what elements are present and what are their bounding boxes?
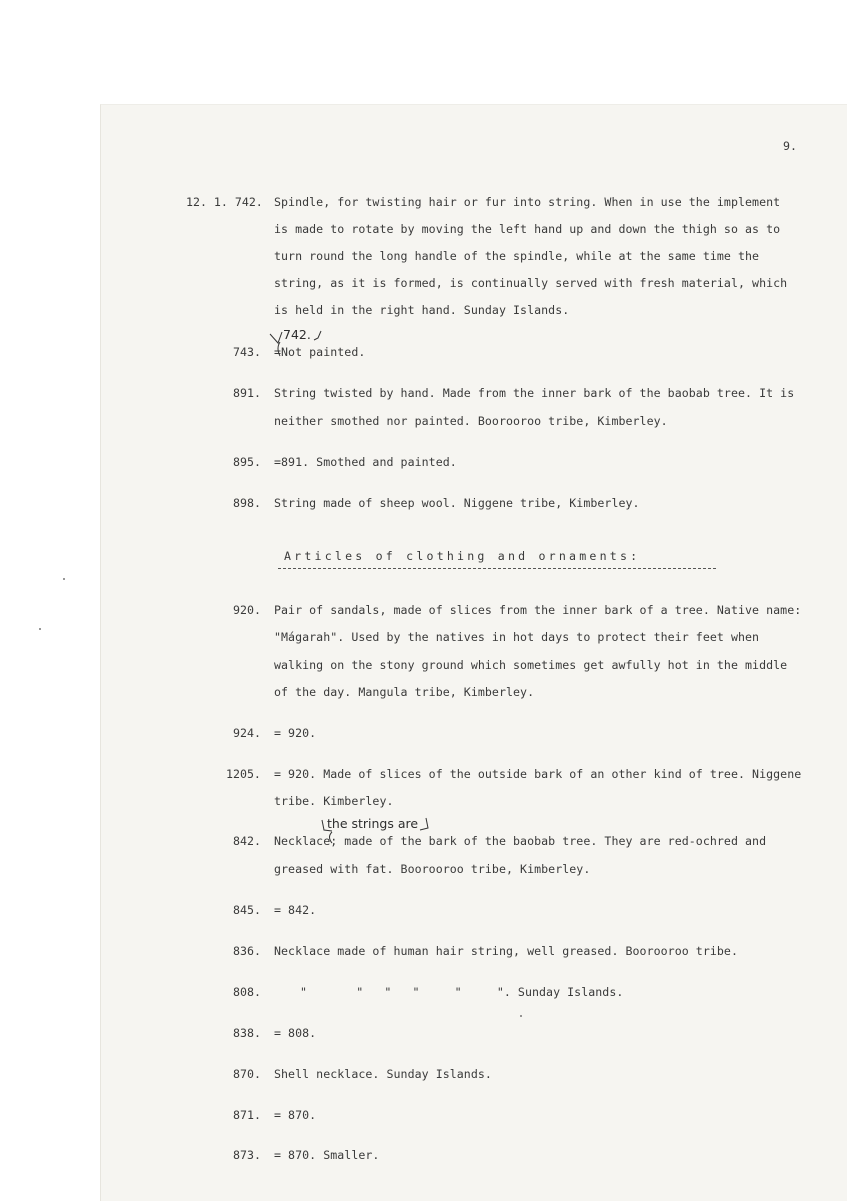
entry-line: String made of sheep wool. Niggene tribe, Kimberley. xyxy=(274,496,640,510)
page-number: 9. xyxy=(783,139,798,153)
entry-line: " " " " " ". Sunday Islands. xyxy=(300,985,624,999)
entry-number: 845. xyxy=(233,903,261,917)
paper-sheet xyxy=(100,104,847,1201)
entry-line: is made to rotate by moving the left hand up and down the thigh so as to xyxy=(274,222,781,236)
entry-line: = 808. xyxy=(274,1026,317,1040)
entry-number: 873. xyxy=(233,1148,261,1162)
entry-number: 838. xyxy=(233,1026,261,1040)
entry-line: neither smothed nor painted. Boorooroo tribe, Kimberley. xyxy=(274,414,668,428)
entry-number: 808. xyxy=(233,985,261,999)
entry-number: 924. xyxy=(233,726,261,740)
heading-underline xyxy=(278,568,716,569)
section-heading: Articles of clothing and ornaments: xyxy=(284,549,641,563)
entry-line: = 920. xyxy=(274,726,317,740)
entry-line: string, as it is formed, is continually served with fresh material, which xyxy=(274,276,788,290)
entry-line: Necklace; made of the bark of the baobab tree. They are red-ochred and xyxy=(274,834,767,848)
entry-number: 870. xyxy=(233,1067,261,1081)
entry-line: greased with fat. Boorooroo tribe, Kimberley. xyxy=(274,862,591,876)
entry-line: of the day. Mangula tribe, Kimberley. xyxy=(274,685,535,699)
entry-number: 842. xyxy=(233,834,261,848)
entry-number: 891. xyxy=(233,386,261,400)
entry-line: = 920. Made of slices of the outside bark of an other kind of tree. Niggene xyxy=(274,767,802,781)
stray-mark xyxy=(63,578,65,580)
entry-line: = 842. xyxy=(274,903,317,917)
entry-line: =Not painted. xyxy=(274,345,366,359)
entry-line: "Mágarah". Used by the natives in hot days to protect their feet when xyxy=(274,630,760,644)
entry-line: String twisted by hand. Made from the inner bark of the baobab tree. It is xyxy=(274,386,795,400)
handwritten-annotation: the strings are xyxy=(327,816,419,831)
stray-mark xyxy=(39,628,41,630)
entry-line: =891. Smothed and painted. xyxy=(274,455,457,469)
entry-number: 898. xyxy=(233,496,261,510)
entry-line: Pair of sandals, made of slices from the inner bark of a tree. Native name: xyxy=(274,603,802,617)
entry-line: Shell necklace. Sunday Islands. xyxy=(274,1067,492,1081)
entry-line: = 870. Smaller. xyxy=(274,1148,380,1162)
entry-line: walking on the stony ground which sometimes get awfully hot in the middle xyxy=(274,658,788,672)
entry-number: 12. 1. 742. xyxy=(186,195,263,209)
entry-line: turn round the long handle of the spindle, while at the same time the xyxy=(274,249,760,263)
entry-line: Spindle, for twisting hair or fur into string. When in use the implement xyxy=(274,195,781,209)
stray-mark xyxy=(520,1015,522,1017)
entry-number: 871. xyxy=(233,1108,261,1122)
entry-number: 1205. xyxy=(226,767,261,781)
entry-line: = 870. xyxy=(274,1108,317,1122)
entry-line: tribe. Kimberley. xyxy=(274,794,394,808)
entry-line: is held in the right hand. Sunday Islands. xyxy=(274,303,570,317)
entry-line: Necklace made of human hair string, well greased. Boorooroo tribe. xyxy=(274,944,738,958)
entry-number: 920. xyxy=(233,603,261,617)
handwritten-annotation: 742. xyxy=(283,327,311,342)
entry-number: 743. xyxy=(233,345,261,359)
entry-number: 895. xyxy=(233,455,261,469)
entry-number: 836. xyxy=(233,944,261,958)
